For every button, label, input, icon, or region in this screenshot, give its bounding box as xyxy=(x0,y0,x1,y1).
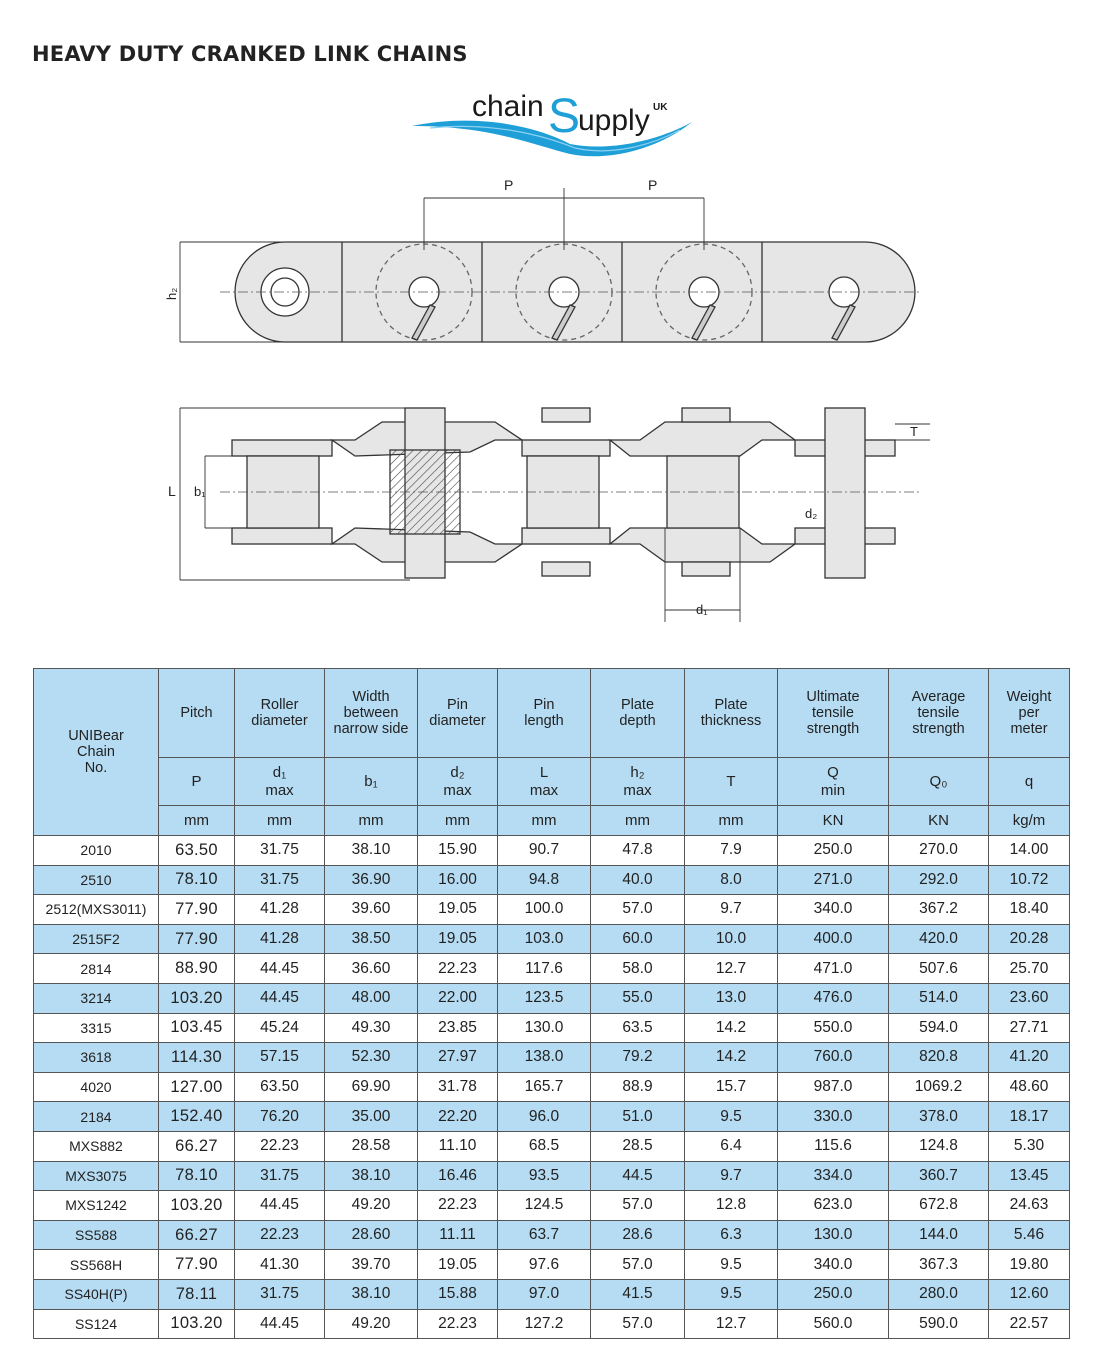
logo-letter-s: S xyxy=(548,90,581,143)
table-cell: 12.8 xyxy=(685,1191,778,1221)
chain-number-cell: 2512(MXS3011) xyxy=(34,895,159,925)
column-symbol-line: Q xyxy=(827,763,839,781)
column-symbol-header xyxy=(989,758,1070,806)
table-cell: 11.10 xyxy=(418,1131,498,1161)
table-cell: 18.17 xyxy=(989,1102,1070,1132)
table-cell: 330.0 xyxy=(778,1102,889,1132)
table-cell: 13.0 xyxy=(685,983,778,1013)
table-cell: 48.60 xyxy=(989,1072,1070,1102)
chain-number-cell: SS124 xyxy=(34,1309,159,1339)
table-cell: 15.88 xyxy=(418,1279,498,1309)
column-name-line: strength xyxy=(806,721,860,737)
table-cell: 19.80 xyxy=(989,1250,1070,1280)
table-cell: 31.75 xyxy=(235,1161,325,1191)
chain-number-cell: 2515F2 xyxy=(34,924,159,954)
chain-number-cell: SS588 xyxy=(34,1220,159,1250)
table-cell: 16.00 xyxy=(418,865,498,895)
chain-header-line: No. xyxy=(84,760,108,776)
column-name-header xyxy=(418,669,498,758)
table-cell: 44.45 xyxy=(235,954,325,984)
table-cell: 360.7 xyxy=(889,1161,989,1191)
table-cell: 623.0 xyxy=(778,1191,889,1221)
table-cell: 66.27 xyxy=(159,1220,235,1250)
column-name-header xyxy=(235,669,325,758)
table-cell: 76.20 xyxy=(235,1102,325,1132)
chain-number-cell: 2184 xyxy=(34,1102,159,1132)
table-cell: 63.50 xyxy=(159,836,235,866)
table-cell: 6.3 xyxy=(685,1220,778,1250)
logo-suffix-uk: UK xyxy=(653,102,668,113)
column-name-line: narrow side xyxy=(333,721,409,737)
table-cell: 100.0 xyxy=(498,895,591,925)
table-cell: 127.00 xyxy=(159,1072,235,1102)
column-unit-header: KN xyxy=(778,806,889,836)
table-cell: 514.0 xyxy=(889,983,989,1013)
column-name-line: tensile xyxy=(812,705,854,721)
column-unit-header: mm xyxy=(591,806,685,836)
table-cell: 41.30 xyxy=(235,1250,325,1280)
table-cell: 10.72 xyxy=(989,865,1070,895)
table-cell: 44.45 xyxy=(235,1309,325,1339)
table-cell: 77.90 xyxy=(159,1250,235,1280)
chain-number-cell: MXS1242 xyxy=(34,1191,159,1221)
table-cell: 165.7 xyxy=(498,1072,591,1102)
table-row xyxy=(34,1013,1070,1043)
table-cell: 88.9 xyxy=(591,1072,685,1102)
column-symbol-header xyxy=(159,758,235,806)
column-symbol-header xyxy=(498,758,591,806)
table-cell: 550.0 xyxy=(778,1013,889,1043)
table-cell: 22.00 xyxy=(418,983,498,1013)
table-row xyxy=(34,1072,1070,1102)
chain-header-line: UNIBear xyxy=(68,728,124,744)
table-cell: 250.0 xyxy=(778,836,889,866)
table-cell: 103.45 xyxy=(159,1013,235,1043)
header-unit-row xyxy=(34,806,1070,836)
table-cell: 103.20 xyxy=(159,1191,235,1221)
column-unit-header: KN xyxy=(889,806,989,836)
table-cell: 400.0 xyxy=(778,924,889,954)
header-symbol-row xyxy=(34,758,1070,806)
column-symbol-header xyxy=(235,758,325,806)
column-unit-header: mm xyxy=(498,806,591,836)
table-cell: 19.05 xyxy=(418,1250,498,1280)
table-cell: 97.6 xyxy=(498,1250,591,1280)
column-symbol-line: max xyxy=(443,781,472,799)
column-symbol-line: P xyxy=(191,772,202,790)
table-cell: 103.20 xyxy=(159,1309,235,1339)
column-name-header xyxy=(889,669,989,758)
table-cell: 9.7 xyxy=(685,895,778,925)
column-name-line: depth xyxy=(619,713,656,729)
column-symbol-header xyxy=(418,758,498,806)
table-cell: 10.0 xyxy=(685,924,778,954)
table-cell: 9.7 xyxy=(685,1161,778,1191)
column-name-line: Pin xyxy=(447,697,468,713)
column-name-line: Average xyxy=(911,689,966,705)
table-cell: 292.0 xyxy=(889,865,989,895)
column-symbol-header xyxy=(778,758,889,806)
table-row xyxy=(34,1131,1070,1161)
dim-label-t: T xyxy=(910,424,918,439)
column-symbol-line: T xyxy=(726,772,736,790)
plan-view xyxy=(232,408,895,578)
column-symbol-line: min xyxy=(820,781,846,799)
column-name-header xyxy=(498,669,591,758)
table-cell: 55.0 xyxy=(591,983,685,1013)
table-cell: 63.5 xyxy=(591,1013,685,1043)
table-cell: 49.20 xyxy=(325,1191,418,1221)
chain-number-cell: 3315 xyxy=(34,1013,159,1043)
table-cell: 14.00 xyxy=(989,836,1070,866)
table-cell: 31.75 xyxy=(235,836,325,866)
table-cell: 78.11 xyxy=(159,1279,235,1309)
column-symbol-line: L xyxy=(539,763,549,781)
table-cell: 44.45 xyxy=(235,983,325,1013)
table-cell: 41.5 xyxy=(591,1279,685,1309)
table-cell: 271.0 xyxy=(778,865,889,895)
table-cell: 44.45 xyxy=(235,1191,325,1221)
chain-header-cell xyxy=(34,669,159,836)
column-name-line: Width xyxy=(352,689,390,705)
table-cell: 476.0 xyxy=(778,983,889,1013)
table-cell: 378.0 xyxy=(889,1102,989,1132)
table-cell: 90.7 xyxy=(498,836,591,866)
specs-table xyxy=(33,668,1070,1339)
chain-number-cell: 3214 xyxy=(34,983,159,1013)
table-cell: 6.4 xyxy=(685,1131,778,1161)
table-cell: 48.00 xyxy=(325,983,418,1013)
table-cell: 19.05 xyxy=(418,895,498,925)
chainsupply-logo xyxy=(410,82,700,162)
dim-label-d2: d₂ xyxy=(805,506,818,521)
column-unit-header: mm xyxy=(418,806,498,836)
table-header xyxy=(34,669,1070,836)
table-cell: 471.0 xyxy=(778,954,889,984)
table-cell: 38.50 xyxy=(325,924,418,954)
table-cell: 39.60 xyxy=(325,895,418,925)
table-cell: 130.0 xyxy=(778,1220,889,1250)
table-cell: 8.0 xyxy=(685,865,778,895)
table-cell: 96.0 xyxy=(498,1102,591,1132)
table-cell: 38.10 xyxy=(325,1279,418,1309)
column-unit-header: mm xyxy=(159,806,235,836)
table-cell: 41.20 xyxy=(989,1043,1070,1073)
table-cell: 63.50 xyxy=(235,1072,325,1102)
table-cell: 78.10 xyxy=(159,1161,235,1191)
table-cell: 23.60 xyxy=(989,983,1070,1013)
table-cell: 18.40 xyxy=(989,895,1070,925)
table-cell: 97.0 xyxy=(498,1279,591,1309)
table-cell: 44.5 xyxy=(591,1161,685,1191)
table-cell: 12.60 xyxy=(989,1279,1070,1309)
table-cell: 672.8 xyxy=(889,1191,989,1221)
column-unit-header: mm xyxy=(235,806,325,836)
table-cell: 39.70 xyxy=(325,1250,418,1280)
table-cell: 77.90 xyxy=(159,924,235,954)
table-cell: 280.0 xyxy=(889,1279,989,1309)
table-cell: 15.7 xyxy=(685,1072,778,1102)
column-name-line: tensile xyxy=(917,705,960,721)
table-cell: 590.0 xyxy=(889,1309,989,1339)
column-unit-header: kg/m xyxy=(989,806,1070,836)
table-row xyxy=(34,865,1070,895)
page-title: HEAVY DUTY CRANKED LINK CHAINS xyxy=(32,42,468,66)
column-name-line: thickness xyxy=(700,713,762,729)
table-cell: 103.0 xyxy=(498,924,591,954)
table-cell: 22.23 xyxy=(418,1309,498,1339)
table-cell: 31.75 xyxy=(235,865,325,895)
table-row xyxy=(34,1102,1070,1132)
table-cell: 14.2 xyxy=(685,1043,778,1073)
column-name-header xyxy=(325,669,418,758)
table-cell: 507.6 xyxy=(889,954,989,984)
table-cell: 49.30 xyxy=(325,1013,418,1043)
logo-word-upply: upply xyxy=(578,104,650,137)
column-name-line: meter xyxy=(1010,721,1048,737)
table-cell: 31.78 xyxy=(418,1072,498,1102)
table-cell: 5.30 xyxy=(989,1131,1070,1161)
table-cell: 9.5 xyxy=(685,1279,778,1309)
table-cell: 28.6 xyxy=(591,1220,685,1250)
table-cell: 7.9 xyxy=(685,836,778,866)
dim-label-d1: d₁ xyxy=(696,602,708,617)
table-cell: 41.28 xyxy=(235,895,325,925)
table-cell: 22.23 xyxy=(418,1191,498,1221)
table-row xyxy=(34,1191,1070,1221)
table-cell: 130.0 xyxy=(498,1013,591,1043)
table-cell: 250.0 xyxy=(778,1279,889,1309)
chain-number-cell: 2010 xyxy=(34,836,159,866)
table-cell: 9.5 xyxy=(685,1102,778,1132)
column-name-line: Plate xyxy=(620,697,655,713)
table-cell: 68.5 xyxy=(498,1131,591,1161)
chain-number-cell: MXS3075 xyxy=(34,1161,159,1191)
table-cell: 24.63 xyxy=(989,1191,1070,1221)
column-unit-header: mm xyxy=(325,806,418,836)
column-name-header xyxy=(591,669,685,758)
table-cell: 45.24 xyxy=(235,1013,325,1043)
table-cell: 41.28 xyxy=(235,924,325,954)
table-cell: 19.05 xyxy=(418,924,498,954)
table-cell: 58.0 xyxy=(591,954,685,984)
column-name-line: between xyxy=(343,705,399,721)
table-cell: 38.10 xyxy=(325,836,418,866)
column-symbol-header xyxy=(685,758,778,806)
table-cell: 27.71 xyxy=(989,1013,1070,1043)
column-unit-header: mm xyxy=(685,806,778,836)
table-cell: 16.46 xyxy=(418,1161,498,1191)
column-symbol-line: max xyxy=(529,781,559,799)
table-row xyxy=(34,1161,1070,1191)
table-cell: 124.8 xyxy=(889,1131,989,1161)
column-symbol-header xyxy=(325,758,418,806)
column-symbol-line: b₁ xyxy=(364,772,378,790)
table-cell: 1069.2 xyxy=(889,1072,989,1102)
table-cell: 63.7 xyxy=(498,1220,591,1250)
table-cell: 57.0 xyxy=(591,1309,685,1339)
column-name-header xyxy=(989,669,1070,758)
table-cell: 28.58 xyxy=(325,1131,418,1161)
logo-word-chain: chain xyxy=(472,90,544,123)
table-cell: 13.45 xyxy=(989,1161,1070,1191)
table-cell: 123.5 xyxy=(498,983,591,1013)
column-name-line: per xyxy=(1018,705,1040,721)
table-cell: 144.0 xyxy=(889,1220,989,1250)
table-cell: 987.0 xyxy=(778,1072,889,1102)
table-cell: 124.5 xyxy=(498,1191,591,1221)
table-cell: 57.0 xyxy=(591,895,685,925)
table-cell: 5.46 xyxy=(989,1220,1070,1250)
table-cell: 93.5 xyxy=(498,1161,591,1191)
table-body xyxy=(34,836,1070,1339)
table-cell: 152.40 xyxy=(159,1102,235,1132)
table-cell: 94.8 xyxy=(498,865,591,895)
table-row xyxy=(34,924,1070,954)
column-symbol-header xyxy=(591,758,685,806)
chain-number-cell: SS568H xyxy=(34,1250,159,1280)
table-row xyxy=(34,1043,1070,1073)
table-cell: 57.0 xyxy=(591,1250,685,1280)
table-cell: 270.0 xyxy=(889,836,989,866)
table-row xyxy=(34,895,1070,925)
table-cell: 560.0 xyxy=(778,1309,889,1339)
table-row xyxy=(34,1220,1070,1250)
table-row xyxy=(34,1279,1070,1309)
column-name-line: Pitch xyxy=(180,705,213,721)
table-cell: 78.10 xyxy=(159,865,235,895)
table-cell: 760.0 xyxy=(778,1043,889,1073)
column-symbol-line: max xyxy=(265,781,294,799)
table-cell: 340.0 xyxy=(778,895,889,925)
column-name-header xyxy=(685,669,778,758)
table-cell: 69.90 xyxy=(325,1072,418,1102)
table-cell: 57.0 xyxy=(591,1191,685,1221)
column-name-line: Plate xyxy=(714,697,748,713)
table-row xyxy=(34,1250,1070,1280)
dim-label-h2: h₂ xyxy=(164,287,179,300)
table-cell: 117.6 xyxy=(498,954,591,984)
column-name-line: Ultimate xyxy=(806,689,860,705)
table-cell: 138.0 xyxy=(498,1043,591,1073)
table-cell: 88.90 xyxy=(159,954,235,984)
table-row xyxy=(34,1309,1070,1339)
table-cell: 31.75 xyxy=(235,1279,325,1309)
column-name-line: Roller xyxy=(260,697,299,713)
dim-label-p2: P xyxy=(648,177,658,193)
column-name-line: strength xyxy=(912,721,965,737)
chain-number-cell: 2814 xyxy=(34,954,159,984)
table-cell: 12.7 xyxy=(685,1309,778,1339)
table-cell: 11.11 xyxy=(418,1220,498,1250)
table-cell: 115.6 xyxy=(778,1131,889,1161)
table-cell: 28.60 xyxy=(325,1220,418,1250)
table-cell: 15.90 xyxy=(418,836,498,866)
table-cell: 57.15 xyxy=(235,1043,325,1073)
table-cell: 40.0 xyxy=(591,865,685,895)
table-cell: 367.3 xyxy=(889,1250,989,1280)
table-row xyxy=(34,954,1070,984)
column-symbol-header xyxy=(889,758,989,806)
column-name-header xyxy=(159,669,235,758)
table-cell: 12.7 xyxy=(685,954,778,984)
table-cell: 60.0 xyxy=(591,924,685,954)
table-cell: 51.0 xyxy=(591,1102,685,1132)
table-cell: 14.2 xyxy=(685,1013,778,1043)
column-name-header xyxy=(778,669,889,758)
chain-number-cell: SS40H(P) xyxy=(34,1279,159,1309)
chain-number-cell: 4020 xyxy=(34,1072,159,1102)
chain-number-cell: 2510 xyxy=(34,865,159,895)
column-name-line: Weight xyxy=(1006,689,1052,705)
column-symbol-line: Q₀ xyxy=(929,772,948,790)
table-cell: 25.70 xyxy=(989,954,1070,984)
table-cell: 20.28 xyxy=(989,924,1070,954)
column-name-line: diameter xyxy=(429,713,486,729)
table-cell: 79.2 xyxy=(591,1043,685,1073)
table-cell: 114.30 xyxy=(159,1043,235,1073)
column-symbol-line: d₂ xyxy=(450,763,465,781)
table-cell: 127.2 xyxy=(498,1309,591,1339)
column-name-line: length xyxy=(524,713,564,729)
column-name-line: Pin xyxy=(533,697,555,713)
table-cell: 23.85 xyxy=(418,1013,498,1043)
table-cell: 103.20 xyxy=(159,983,235,1013)
table-cell: 334.0 xyxy=(778,1161,889,1191)
table-cell: 820.8 xyxy=(889,1043,989,1073)
table-cell: 367.2 xyxy=(889,895,989,925)
table-cell: 340.0 xyxy=(778,1250,889,1280)
table-row xyxy=(34,983,1070,1013)
table-cell: 22.20 xyxy=(418,1102,498,1132)
column-name-line: diameter xyxy=(251,713,308,729)
table-cell: 22.23 xyxy=(235,1131,325,1161)
dim-label-l: L xyxy=(168,483,176,499)
column-symbol-line: q xyxy=(1024,772,1034,790)
table-cell: 77.90 xyxy=(159,895,235,925)
table-cell: 36.90 xyxy=(325,865,418,895)
table-row xyxy=(34,836,1070,866)
table-cell: 38.10 xyxy=(325,1161,418,1191)
column-symbol-line: max xyxy=(623,781,652,799)
table-cell: 594.0 xyxy=(889,1013,989,1043)
table-cell: 420.0 xyxy=(889,924,989,954)
table-cell: 28.5 xyxy=(591,1131,685,1161)
chain-header-line: Chain xyxy=(77,744,115,760)
dim-label-p1: P xyxy=(504,177,514,193)
table-cell: 22.23 xyxy=(235,1220,325,1250)
chain-number-cell: 3618 xyxy=(34,1043,159,1073)
column-symbol-line: d₁ xyxy=(272,763,287,781)
chain-technical-drawing xyxy=(150,170,950,630)
table-cell: 22.57 xyxy=(989,1309,1070,1339)
column-symbol-line: h₂ xyxy=(630,763,645,781)
table-cell: 49.20 xyxy=(325,1309,418,1339)
table-cell: 27.97 xyxy=(418,1043,498,1073)
dim-label-b1: b₁ xyxy=(194,484,206,499)
table-cell: 9.5 xyxy=(685,1250,778,1280)
header-name-row xyxy=(34,669,1070,758)
table-cell: 22.23 xyxy=(418,954,498,984)
table-cell: 36.60 xyxy=(325,954,418,984)
table-cell: 66.27 xyxy=(159,1131,235,1161)
chain-number-cell: MXS882 xyxy=(34,1131,159,1161)
table-cell: 52.30 xyxy=(325,1043,418,1073)
table-cell: 35.00 xyxy=(325,1102,418,1132)
table-cell: 47.8 xyxy=(591,836,685,866)
